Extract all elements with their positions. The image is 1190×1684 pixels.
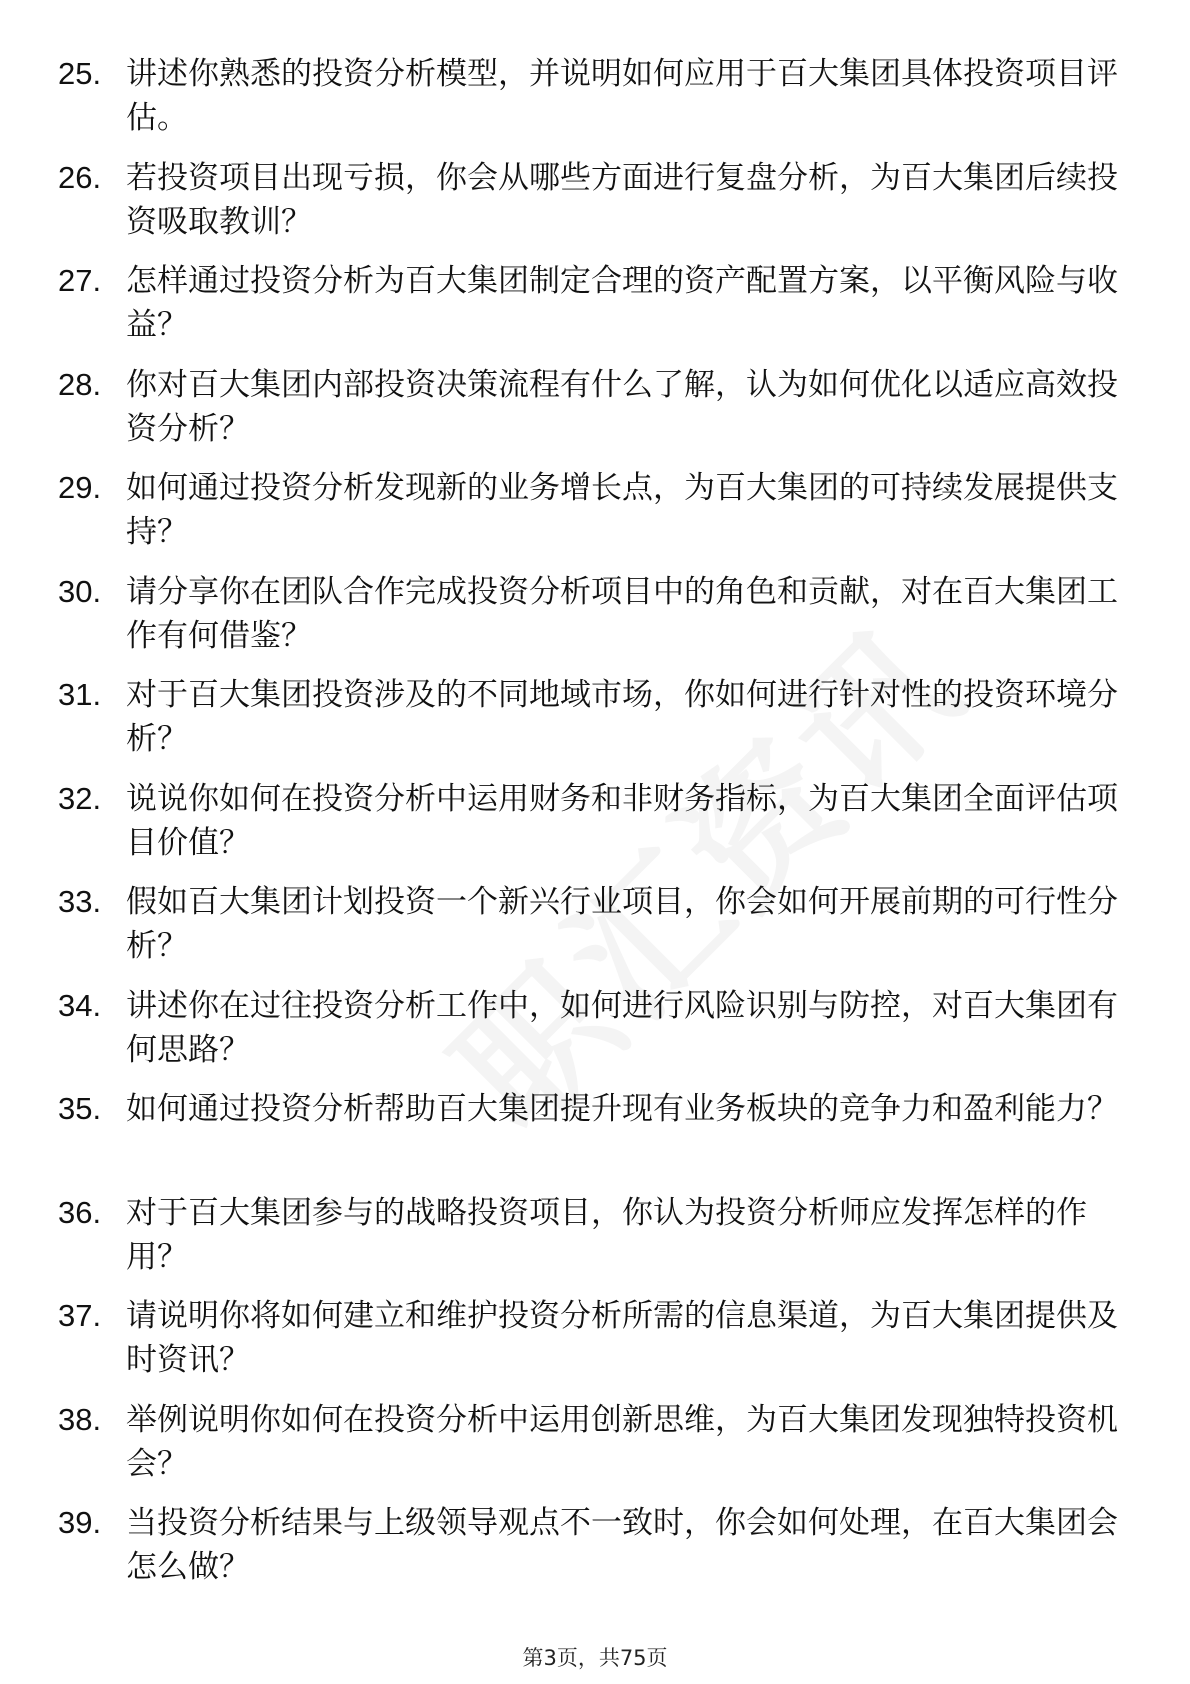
question-text: 若投资项目出现亏损，你会从哪些方面进行复盘分析，为百大集团后续投资吸取教训？ xyxy=(126,159,1118,240)
list-item xyxy=(58,466,1118,570)
question-list xyxy=(58,52,1118,1605)
list-item xyxy=(58,363,1118,467)
question-text: 讲述你在过往投资分析工作中，如何进行风险识别与防控，对百大集团有何思路？ xyxy=(126,987,1118,1068)
question-number: 27. xyxy=(58,263,102,298)
question-number: 35. xyxy=(58,1091,102,1126)
list-item xyxy=(58,1501,1118,1605)
question-number: 25. xyxy=(58,56,102,91)
list-item xyxy=(58,1398,1118,1502)
question-text: 你对百大集团内部投资决策流程有什么了解，认为如何优化以适应高效投资分析？ xyxy=(126,366,1118,447)
question-number: 36. xyxy=(58,1194,102,1230)
question-text: 请分享你在团队合作完成投资分析项目中的角色和贡献，对在百大集团工作有何借鉴？ xyxy=(126,573,1118,654)
page-footer: 第3页，共75页 xyxy=(522,1646,668,1670)
list-item xyxy=(58,880,1118,984)
question-text: 如何通过投资分析发现新的业务增长点，为百大集团的可持续发展提供支持？ xyxy=(126,470,1118,550)
question-number: 34. xyxy=(58,987,102,1023)
list-item xyxy=(58,156,1118,260)
question-text: 当投资分析结果与上级领导观点不一致时，你会如何处理，在百大集团会怎么做？ xyxy=(126,1505,1118,1585)
list-item xyxy=(58,777,1118,881)
list-item xyxy=(58,1294,1118,1398)
list-item xyxy=(58,570,1118,674)
question-text: 对于百大集团投资涉及的不同地域市场，你如何进行针对性的投资环境分析？ xyxy=(126,677,1118,757)
question-number: 33. xyxy=(58,884,102,919)
list-item xyxy=(58,259,1118,363)
question-text: 如何通过投资分析帮助百大集团提升现有业务板块的竞争力和盈利能力？ xyxy=(126,1091,1118,1127)
question-text: 说说你如何在投资分析中运用财务和非财务指标，为百大集团全面评估项目价值？ xyxy=(126,780,1118,861)
question-number: 37. xyxy=(58,1298,102,1333)
question-text: 讲述你熟悉的投资分析模型，并说明如何应用于百大集团具体投资项目评估。 xyxy=(126,56,1118,136)
question-text: 怎样通过投资分析为百大集团制定合理的资产配置方案，以平衡风险与收益？ xyxy=(126,263,1118,343)
question-number: 31. xyxy=(58,677,102,712)
question-number: 39. xyxy=(58,1505,102,1540)
question-text: 请说明你将如何建立和维护投资分析所需的信息渠道，为百大集团提供及时资讯？ xyxy=(126,1298,1118,1378)
list-item xyxy=(58,984,1118,1088)
question-number: 32. xyxy=(58,780,102,816)
list-item xyxy=(58,52,1118,156)
question-number: 29. xyxy=(58,470,102,505)
list-item xyxy=(58,1087,1118,1191)
question-number: 38. xyxy=(58,1401,102,1437)
list-item xyxy=(58,673,1118,777)
question-text: 举例说明你如何在投资分析中运用创新思维，为百大集团发现独特投资机会？ xyxy=(126,1401,1118,1482)
question-number: 30. xyxy=(58,573,102,609)
question-number: 26. xyxy=(58,159,102,195)
list-item xyxy=(58,1191,1118,1295)
question-text: 假如百大集团计划投资一个新兴行业项目，你会如何开展前期的可行性分析？ xyxy=(126,884,1118,964)
question-text: 对于百大集团参与的战略投资项目，你认为投资分析师应发挥怎样的作用？ xyxy=(126,1194,1087,1275)
question-number: 28. xyxy=(58,366,102,402)
